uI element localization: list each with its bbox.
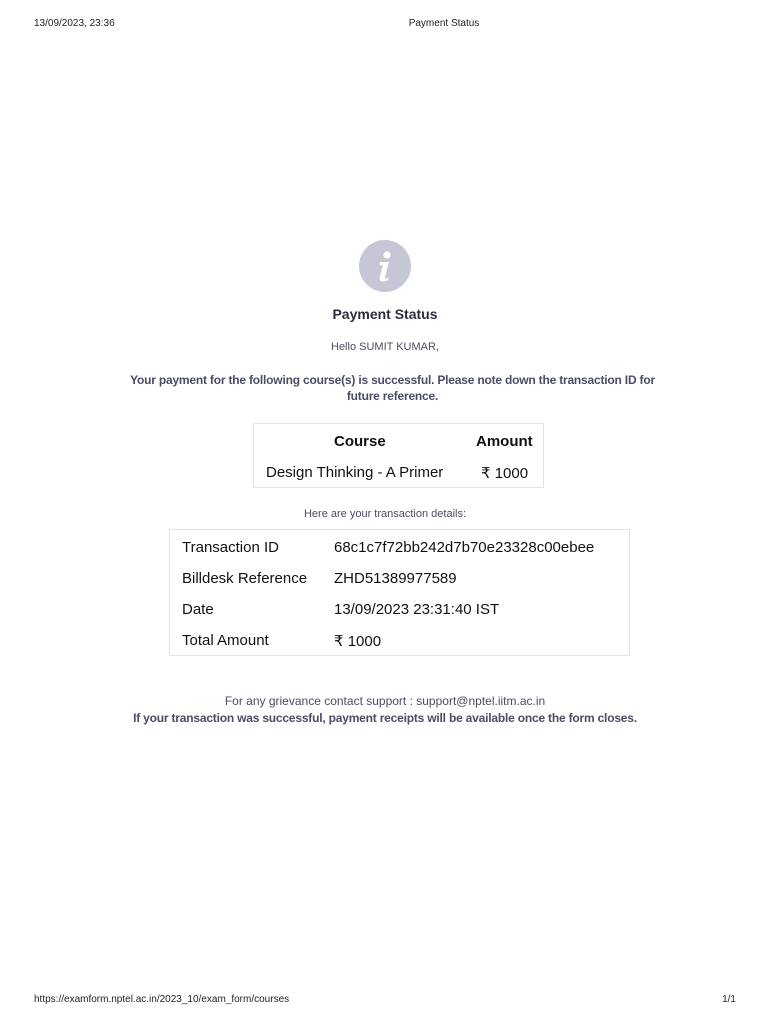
column-header-amount: Amount bbox=[476, 433, 533, 450]
transaction-details-table bbox=[169, 529, 630, 656]
receipt-note: If your transaction was successful, payment receipts will be available once the form closes. bbox=[133, 711, 637, 725]
detail-row-transaction-id bbox=[170, 539, 629, 570]
page-title: Payment Status bbox=[332, 306, 438, 322]
transaction-id-value: 68c1c7f72bb242d7b70e23328c00ebee bbox=[334, 539, 595, 556]
print-timestamp: 13/09/2023, 23:36 bbox=[34, 18, 115, 29]
billdesk-reference-value: ZHD51389977589 bbox=[334, 570, 457, 587]
print-url: https://examform.nptel.ac.in/2023_10/exam_form/courses bbox=[34, 994, 290, 1005]
detail-label: Date bbox=[182, 601, 214, 618]
date-value: 13/09/2023 23:31:40 IST bbox=[334, 601, 500, 618]
success-message: Your payment for the following course(s) is successful. Please note down the transaction ID for future reference. bbox=[130, 373, 655, 403]
info-icon bbox=[359, 240, 411, 292]
detail-label: Transaction ID bbox=[182, 539, 279, 556]
details-intro: Here are your transaction details: bbox=[303, 508, 467, 520]
detail-row-total-amount bbox=[170, 632, 629, 663]
support-contact: For any grievance contact support : support@nptel.iitm.ac.in bbox=[224, 694, 546, 708]
course-name-cell: Design Thinking - A Primer bbox=[266, 464, 444, 481]
page-number: 1/1 bbox=[722, 994, 736, 1005]
course-table bbox=[253, 423, 544, 488]
detail-row-billdesk-reference bbox=[170, 570, 629, 601]
detail-label: Total Amount bbox=[182, 632, 269, 649]
greeting-text: Hello SUMIT KUMAR, bbox=[331, 341, 439, 353]
total-amount-value: ₹ 1000 bbox=[334, 633, 382, 650]
detail-label: Billdesk Reference bbox=[182, 570, 308, 587]
column-header-course: Course bbox=[334, 433, 386, 450]
print-title: Payment Status bbox=[408, 18, 480, 29]
course-amount-cell: ₹ 1000 bbox=[481, 465, 529, 482]
detail-row-date bbox=[170, 601, 629, 632]
